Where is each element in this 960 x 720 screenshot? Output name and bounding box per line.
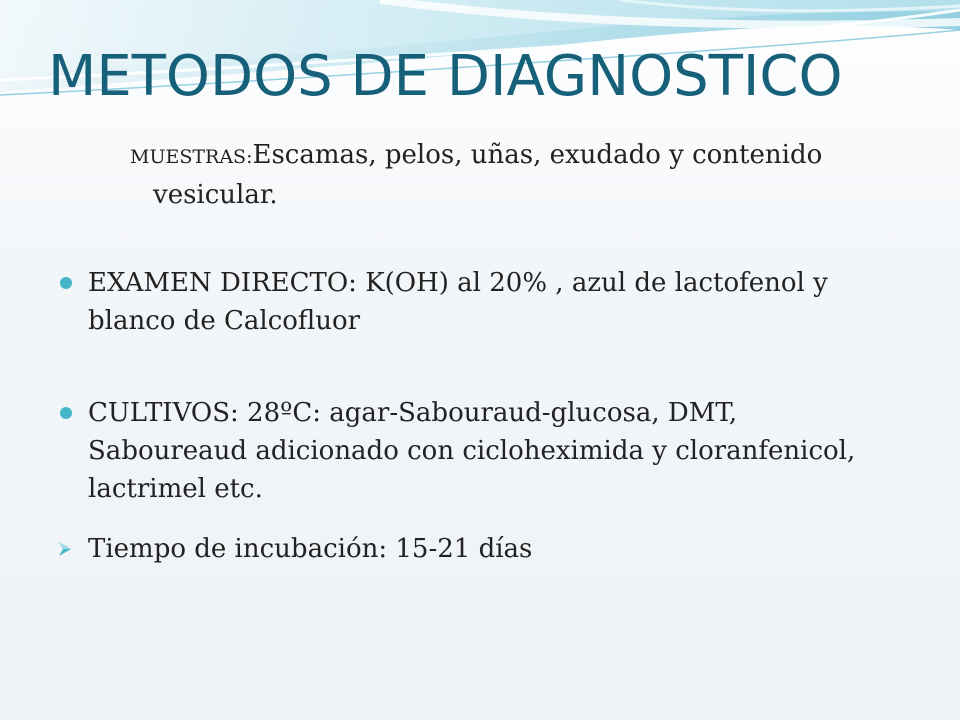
arrow-item-tiempo-incubacion bbox=[88, 530, 918, 568]
bullet-line: blanco de Calcofluor bbox=[88, 306, 361, 336]
bullet-line: Saboureaud adicionado con cicloheximida y cloranfenicol, bbox=[88, 436, 856, 466]
muestras-text-line2: vesicular. bbox=[153, 180, 278, 210]
bullet-line: lactrimel etc. bbox=[88, 474, 263, 504]
bullet-item-examen-directo bbox=[88, 264, 918, 340]
bullet-dot-icon bbox=[60, 277, 72, 289]
arrow-item-text: Tiempo de incubación: 15-21 días bbox=[88, 534, 533, 564]
bullet-dot-icon bbox=[60, 407, 72, 419]
slide-title: METODOS DE DIAGNOSTICO bbox=[48, 44, 843, 109]
bullet-line: CULTIVOS: 28ºC: agar-Sabouraud-glucosa, DMT, bbox=[88, 398, 738, 428]
muestras-label: MUESTRAS: bbox=[130, 146, 253, 168]
muestras-text-line1: Escamas, pelos, uñas, exudado y contenido bbox=[252, 140, 823, 170]
bullet-line: EXAMEN DIRECTO: K(OH) al 20% , azul de lactofenol y bbox=[88, 268, 828, 298]
bullet-item-cultivos bbox=[88, 394, 918, 508]
chevron-arrow-right-icon bbox=[56, 540, 74, 558]
muestras-paragraph bbox=[130, 136, 890, 214]
